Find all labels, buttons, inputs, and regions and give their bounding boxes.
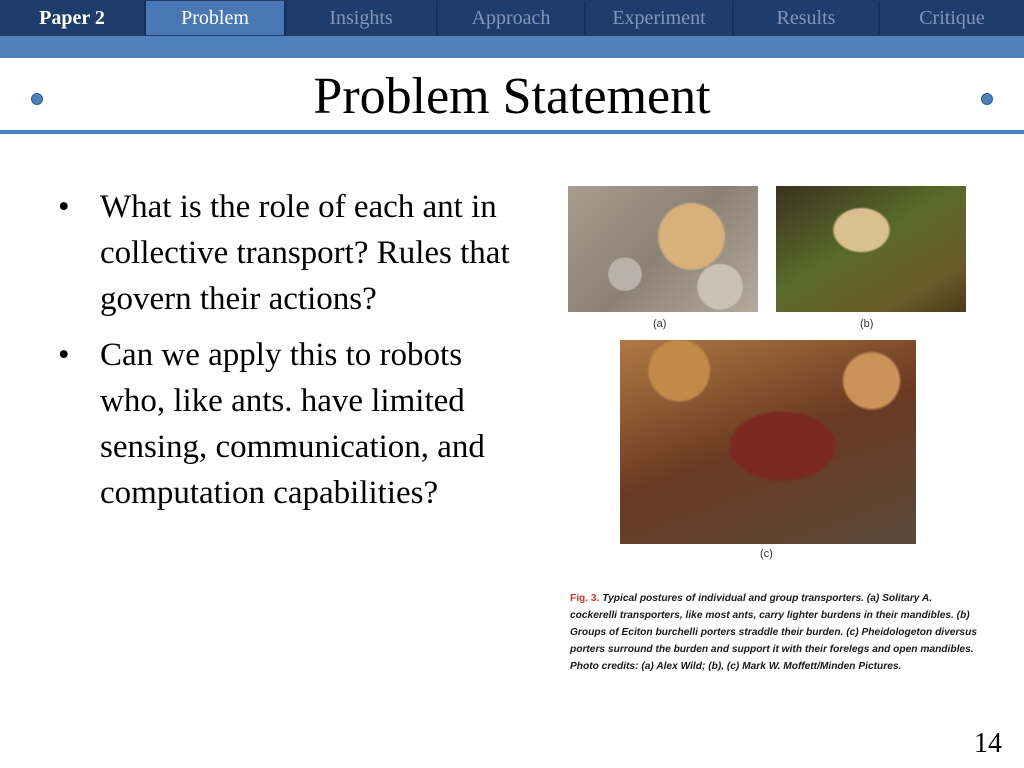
navigation-bar [0, 0, 1024, 36]
tab-critique[interactable]: Critique [919, 7, 985, 29]
figure-sublabel-a: (a) [653, 318, 667, 330]
figure-sublabel-b: (b) [860, 318, 874, 330]
tab-approach[interactable]: Approach [438, 1, 586, 35]
tab-insights[interactable]: Insights [286, 1, 438, 35]
bullet-marker: • [58, 189, 70, 225]
ant-photo-a [568, 186, 758, 312]
tab-results[interactable]: Results [734, 1, 880, 35]
bullet-item [58, 184, 518, 322]
tab-problem[interactable]: Problem [146, 1, 286, 35]
bullet-list [58, 184, 518, 526]
figure-sublabel-c: (c) [760, 548, 773, 560]
tab-paper-2[interactable]: Paper 2 [0, 1, 146, 35]
ant-photo-c [620, 340, 916, 544]
ant-photo-b [776, 186, 966, 312]
bullet-text: Can we apply this to robots who, like ants. have limited sensing, communication, and computation capabilities? [100, 337, 485, 511]
caption-text: Typical postures of individual and group transporters. (a) Solitary A. cockerelli transporters, like most ants, carry lighter burdens in their mandibles. (b) Groups of Eciton burchelli porters straddle their burden. (c) Pheidologeton diversus porters surround the burden and support it with their forelegs and open mandibles. Photo credits: (a) Alex Wild; (b), (c) Mark W. Moffett/Minden Pictures. [570, 593, 977, 672]
bullet-item [58, 332, 518, 516]
slide-title: Problem Statement [313, 68, 711, 125]
figure-caption [570, 590, 980, 675]
bullet-text: What is the role of each ant in collective transport? Rules that govern their actions? [100, 189, 510, 317]
title-divider [0, 130, 1024, 134]
right-dot-ornament [981, 93, 993, 105]
bullet-marker: • [58, 337, 70, 373]
page-number: 14 [974, 728, 1002, 759]
tab-experiment[interactable]: Experiment [586, 1, 734, 35]
caption-figure-number: Fig. 3. [570, 593, 600, 604]
header-band [0, 36, 1024, 58]
